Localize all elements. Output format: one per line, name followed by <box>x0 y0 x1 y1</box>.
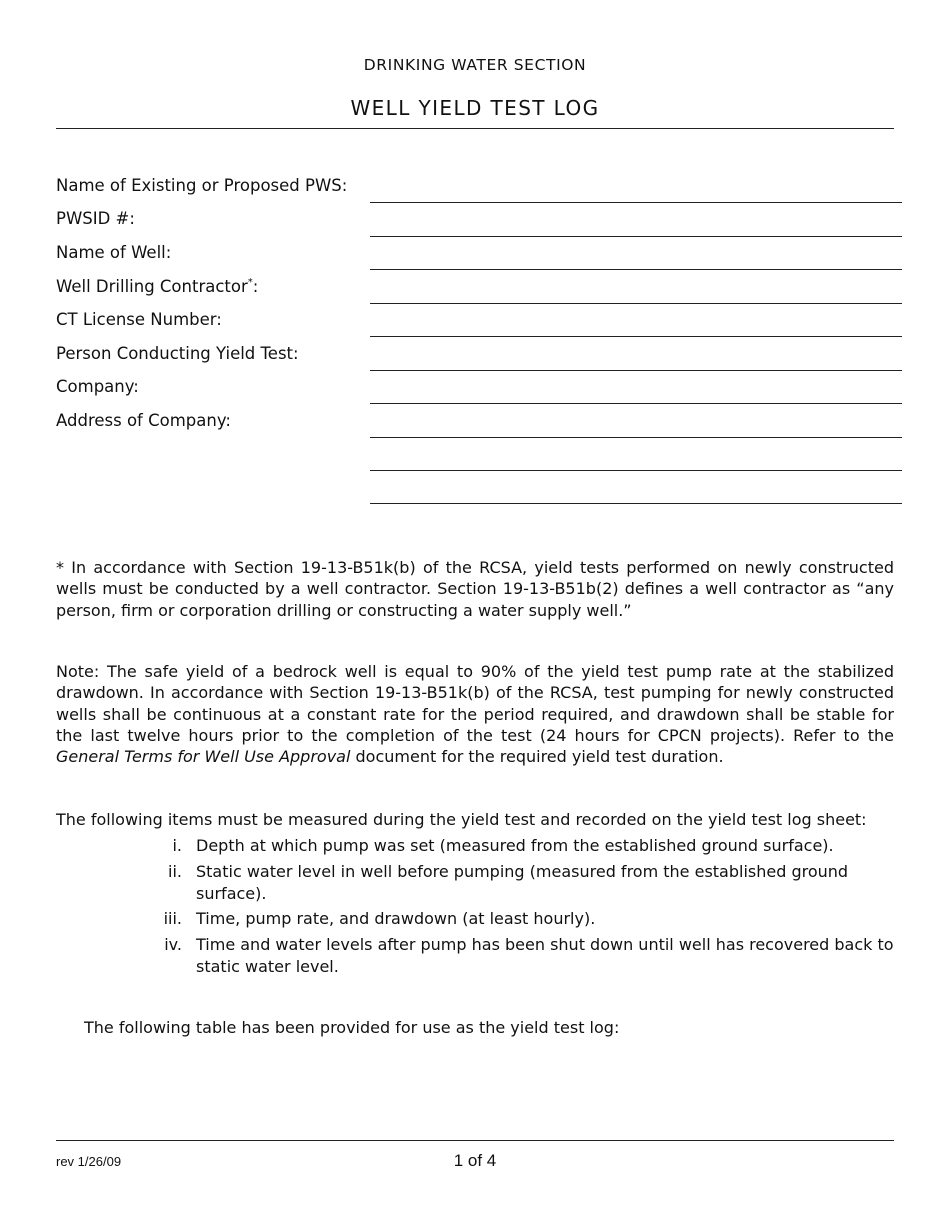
pwsid-field[interactable] <box>370 236 902 237</box>
list-item-number: i. <box>172 836 182 855</box>
list-item <box>150 934 895 977</box>
footer-divider <box>56 1140 894 1141</box>
company-address-field-line-3[interactable] <box>370 503 902 504</box>
list-item <box>150 861 895 904</box>
field-label-company: Company: <box>56 377 139 396</box>
note-document-title: General Terms for Well Use Approval <box>56 747 351 767</box>
section-title: DRINKING WATER SECTION <box>363 56 587 74</box>
field-label-colon: : <box>252 277 259 296</box>
field-label-license-number: CT License Number: <box>56 310 222 329</box>
list-item-text: Time, pump rate, and drawdown (at least hourly). <box>196 909 596 928</box>
company-address-field-line-2[interactable] <box>370 470 902 471</box>
list-item-text: Static water level in well before pumping (measured from the established ground surface). <box>196 862 849 903</box>
header-divider <box>56 128 894 129</box>
field-label-well-name: Name of Well: <box>56 243 172 262</box>
list-item <box>150 835 895 857</box>
footnote-mark: * <box>247 277 253 288</box>
list-item-text: Depth at which pump was set (measured from the established ground surface). <box>196 836 834 855</box>
well-name-field[interactable] <box>370 269 902 270</box>
company-address-field-line-1[interactable] <box>370 437 902 438</box>
list-item-text: Time and water levels after pump has been shut down until well has recovered back to static water level. <box>196 935 894 976</box>
list-item <box>150 908 895 930</box>
note-text: Note: The safe yield of a bedrock well is equal to 90% of the yield test pump rate at the stabilized drawdown. In accordance with Section 19-13-B51k(b) of the RCSA, test pumping for newly constructed wells shall be continuous at a constant rate for the period required, and drawdown shall be stable for the last twelve hours prior to the completion of the test (24 hours for CPCN projects). Refer to the <box>56 662 894 745</box>
field-label-pws-name: Name of Existing or Proposed PWS: <box>56 176 348 195</box>
revision-date: rev 1/26/09 <box>56 1154 122 1169</box>
pws-name-field[interactable] <box>370 202 902 203</box>
table-intro: The following table has been provided for use as the yield test log: <box>84 1018 620 1037</box>
items-intro: The following items must be measured during the yield test and recorded on the yield test log sheet: <box>56 810 867 829</box>
field-label-person-conducting: Person Conducting Yield Test: <box>56 344 299 363</box>
page-title: WELL YIELD TEST LOG <box>350 96 600 120</box>
note-paragraph <box>56 661 894 767</box>
page-number: 1 of 4 <box>453 1151 497 1170</box>
field-label-drilling-contractor <box>56 277 258 297</box>
field-label-text: Well Drilling Contractor <box>56 277 248 296</box>
list-item-number: ii. <box>168 862 182 881</box>
person-conducting-field[interactable] <box>370 370 902 371</box>
company-field[interactable] <box>370 403 902 404</box>
footnote-paragraph: * In accordance with Section 19-13-B51k(b) of the RCSA, yield tests performed on newly constructed wells must be conducted by a well contractor. Section 19-13-B51b(2) defines a well contractor as “any person, firm or corporation drilling or constructing a water supply well.” <box>56 558 894 620</box>
note-text-end: document for the required yield test duration. <box>350 747 724 767</box>
field-label-pwsid: PWSID #: <box>56 209 135 228</box>
field-label-company-address: Address of Company: <box>56 411 231 430</box>
list-item-number: iv. <box>164 935 182 954</box>
license-number-field[interactable] <box>370 336 902 337</box>
list-item-number: iii. <box>163 909 182 928</box>
drilling-contractor-field[interactable] <box>370 303 902 304</box>
